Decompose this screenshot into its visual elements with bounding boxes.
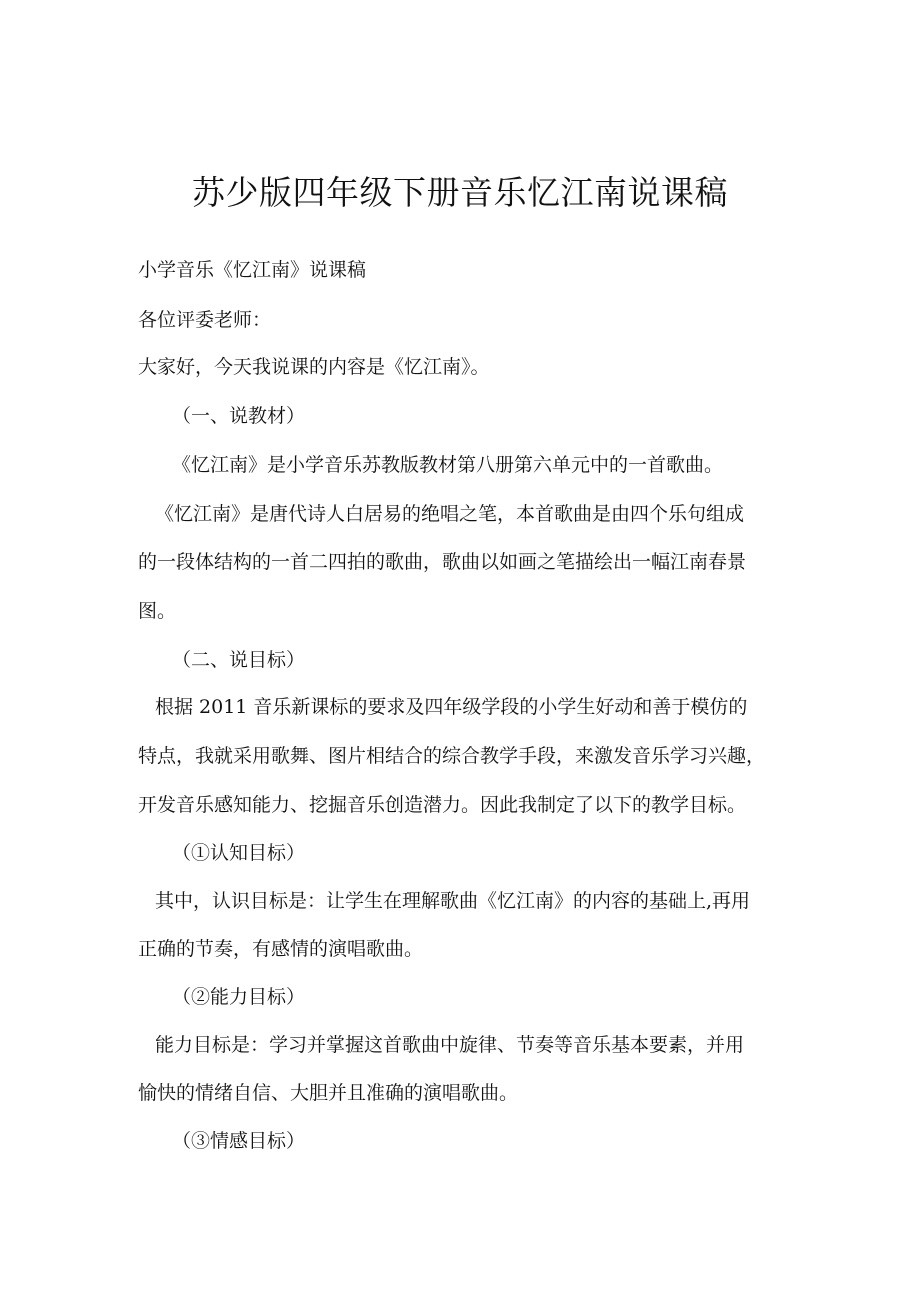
paragraph-line: 图。 <box>138 600 177 622</box>
section-heading: （③情感目标） <box>172 1130 306 1152</box>
paragraph-line: 特点，我就采用歌舞、图片相结合的综合教学手段，来激发音乐学习兴趣， <box>138 745 766 767</box>
salutation-line: 各位评委老师： <box>138 309 272 331</box>
paragraph-line: 能力目标是：学习并掌握这首歌曲中旋律、节奏等音乐基本要素，并用 <box>155 1034 745 1056</box>
section-heading: （二、说目标） <box>172 649 306 671</box>
paragraph-line: 其中，认识目标是：让学生在理解歌曲《忆江南》的内容的基础上,再用 <box>155 890 751 912</box>
paragraph-line: 的一段体结构的一首二四拍的歌曲，歌曲以如画之笔描绘出一幅江南春景 <box>138 551 747 573</box>
section-heading: （②能力目标） <box>172 986 306 1008</box>
paragraph-line: 愉快的情绪自信、大胆并且准确的演唱歌曲。 <box>138 1082 519 1104</box>
document-title: 苏少版四年级下册音乐忆江南说课稿 <box>192 173 728 212</box>
section-heading: （一、说教材） <box>172 405 306 427</box>
subtitle-line: 小学音乐《忆江南》说课稿 <box>138 259 367 281</box>
paragraph-line: 《忆江南》是小学音乐苏教版教材第八册第六单元中的一首歌曲。 <box>172 454 724 476</box>
section-heading: （①认知目标） <box>172 842 306 864</box>
paragraph-line: 根据 2011 音乐新课标的要求及四年级学段的小学生好动和善于模仿的 <box>155 696 748 718</box>
paragraph-line: 正确的节奏，有感情的演唱歌曲。 <box>138 938 424 960</box>
paragraph-line: 大家好，今天我说课的内容是《忆江南》。 <box>138 356 490 378</box>
paragraph-line: 开发音乐感知能力、挖掘音乐创造潜力。因此我制定了以下的教学目标。 <box>138 794 747 816</box>
paragraph-line: 《忆江南》是唐代诗人白居易的绝唱之笔，本首歌曲是由四个乐句组成 <box>155 503 745 525</box>
